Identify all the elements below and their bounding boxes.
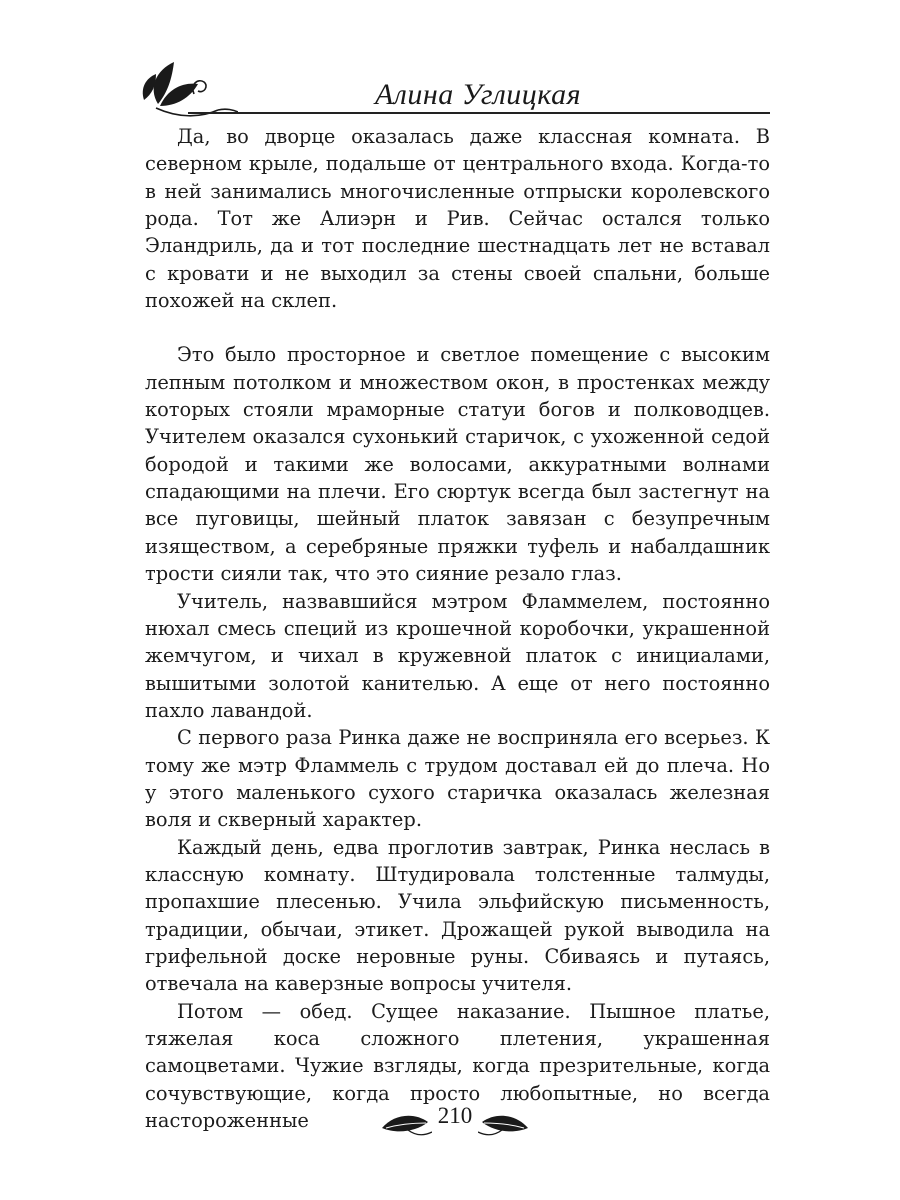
page-footer bbox=[380, 1102, 530, 1142]
header-rule bbox=[188, 112, 770, 114]
body-text bbox=[145, 123, 770, 1134]
running-head: Алина Углицкая bbox=[374, 78, 582, 111]
leaf-flourish-icon bbox=[138, 48, 238, 118]
leaf-icon bbox=[380, 1106, 432, 1138]
page-number: 210 bbox=[437, 1103, 473, 1128]
page-header bbox=[0, 0, 900, 120]
paragraph: Каждый день, едва проглотив завтрак, Ринка неслась в классную комнату. Штудировала толстенные талмуды, пропахшие плесенью. Учила эльфийскую письменность, традиции, обычаи, этикет. Дрожащей рукой выводила на грифельной доске неровные руны. Сбиваясь и путаясь, отвечала на каверзные вопросы учителя. bbox=[145, 835, 770, 996]
paragraph: С первого раза Ринка даже не восприняла его всерьез. К тому же мэтр Фламмель с трудом доставал ей до плеча. Но у этого маленького сухого старичка оказалась железная воля и скверный характер. bbox=[145, 726, 770, 832]
paragraph: Это было просторное и светлое помещение с высоким лепным потолком и множеством окон, в простенках между которых стояли мраморные статуи богов и полководцев. Учителем оказался сухонький старичок, с ухоженной седой бородой и такими же волосами, аккуратными волнами спадающими на плечи. Его сюртук всегда был застегнут на все пуговицы, шейный платок завязан с безупречным изяществом, а серебряные пряжки туфель и набалдашник трости сияли так, что это сияние резало глаз. bbox=[145, 343, 770, 586]
paragraph: Да, во дворце оказалась даже классная комната. В северном крыле, подальше от центрального входа. Когда-то в ней занимались многочисленные отпрыски королевского рода. Тот же Алиэрн и Рив. Сейчас остался только Эландриль, да и тот последние шестнадцать лет не вставал с кровати и не выходил за стены своей спальни, больше похожей на склеп. bbox=[145, 125, 770, 313]
paragraph: Учитель, назвавшийся мэтром Фламмелем, постоянно нюхал смесь специй из крошечной коробочки, украшенной жемчугом, и чихал в кружевной платок с инициалами, вышитыми золотой канителью. А еще от него постоянно пахло лавандой. bbox=[145, 589, 770, 722]
leaf-icon bbox=[478, 1106, 530, 1138]
paragraph: Потом — обед. Сущее наказание. Пышное платье, тяжелая коса сложного плетения, украшенная самоцветами. Чужие взгляды, когда презрительные, когда сочувствующие, когда просто любопытные, но всегда настороженные bbox=[145, 999, 770, 1133]
